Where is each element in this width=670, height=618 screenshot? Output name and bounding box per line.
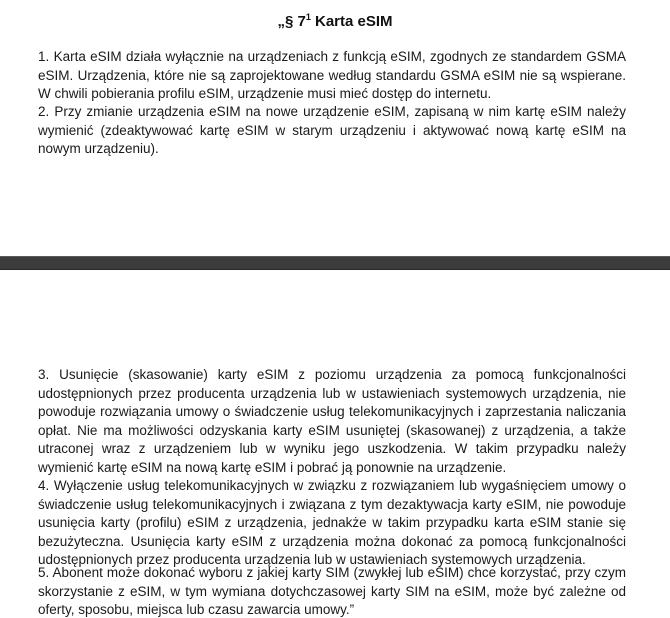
document-page-2: [0, 270, 670, 618]
paragraph-4-line: udostępnionych przez producenta urządzenia lub w ustawieniach systemowych urządzenia.: [38, 552, 586, 567]
section-heading: [0, 13, 670, 31]
paragraph-3-line: powoduje rozwiązania umowy o świadczenie usług telekomunikacyjnych i zaprzestania naliczania: [38, 404, 626, 419]
page-separator: [0, 256, 670, 270]
paragraph-2: [38, 103, 626, 159]
heading-title: Karta eSIM: [310, 13, 393, 30]
paragraph-1-line: eSIM. Urządzenia, które nie są zaprojektowane według standardu GSMA eSIM nie są wspierane.: [38, 67, 626, 83]
paragraph-3-line: 3. Usunięcie (skasowanie) karty eSIM z poziomu urządzenia za pomocą funkcjonalności: [38, 367, 626, 382]
paragraph-4: [38, 477, 626, 570]
paragraph-3: [38, 366, 626, 477]
paragraph-1-line: 1. Karta eSIM działa wyłącznie na urządzeniach z funkcją eSIM, zgodnych ze standardem GSMA: [38, 49, 626, 64]
paragraph-3-line: utraconej wraz z urządzeniem lub w wyniku jego uszkodzenia. W takim przypadku należy: [38, 441, 626, 456]
paragraph-3-line: wymienić kartę eSIM na nową kartę eSIM i pobrać ją ponownie na urządzenie.: [38, 459, 507, 475]
paragraph-3-line: opłat. Nie ma możliwości odzyskania karty eSIM usuniętej (skasowanej) z urządzenia, a także: [38, 422, 626, 438]
paragraph-3-line: udostępnionych przez producenta urządzenia lub w ustawieniach systemowych urządzenia, nie: [38, 385, 626, 401]
paragraph-1-line: W chwili pobierania profilu eSIM, urządzenie musi mieć dostęp do internetu.: [38, 86, 492, 101]
paragraph-2-line: nowym urządzeniu).: [38, 141, 159, 156]
heading-superscript: 1: [305, 12, 311, 22]
document-page-1: [0, 0, 670, 256]
heading-prefix: „§ 7: [277, 13, 306, 30]
paragraph-5-line: oferty, sposobu, miejsca lub czasu zawarcia umowy.”: [38, 602, 355, 617]
paragraph-5-line: skorzystanie z eSIM, w tym wymiana dotychczasowej karty SIM na eSIM, może być zależne od: [38, 583, 626, 599]
paragraph-2-line: 2. Przy zmianie urządzenia eSIM na nowe urządzenie eSIM, zapisaną w nim kartę eSIM należy: [38, 104, 626, 119]
paragraph-5: [38, 564, 626, 618]
paragraph-4-line: świadczenie usług telekomunikacyjnych i związana z tym dezaktywacja karty eSIM, nie powoduje: [38, 496, 626, 512]
paragraph-4-line: usunięcia karty (profilu) eSIM z urządzenia, jednakże w takim przypadku karta eSIM stanie się: [38, 515, 626, 530]
paragraph-5-line: 5. Abonent może dokonać wyboru z jakiej karty SIM (zwykłej lub eSIM) chce korzystać, przy czym: [38, 565, 626, 580]
paragraph-4-line: bezużyteczna. Usunięcia karty eSIM z urządzenia można dokonać za pomocą funkcjonalności: [38, 533, 626, 549]
paragraph-1: [38, 48, 626, 104]
paragraph-2-line: wymienić (zdeaktywować kartę eSIM w starym urządzeniu i aktywować nową kartę eSIM na: [38, 122, 626, 138]
paragraph-4-line: 4. Wyłączenie usług telekomunikacyjnych w związku z rozwiązaniem lub wygaśnięciem umowy o: [38, 478, 626, 493]
